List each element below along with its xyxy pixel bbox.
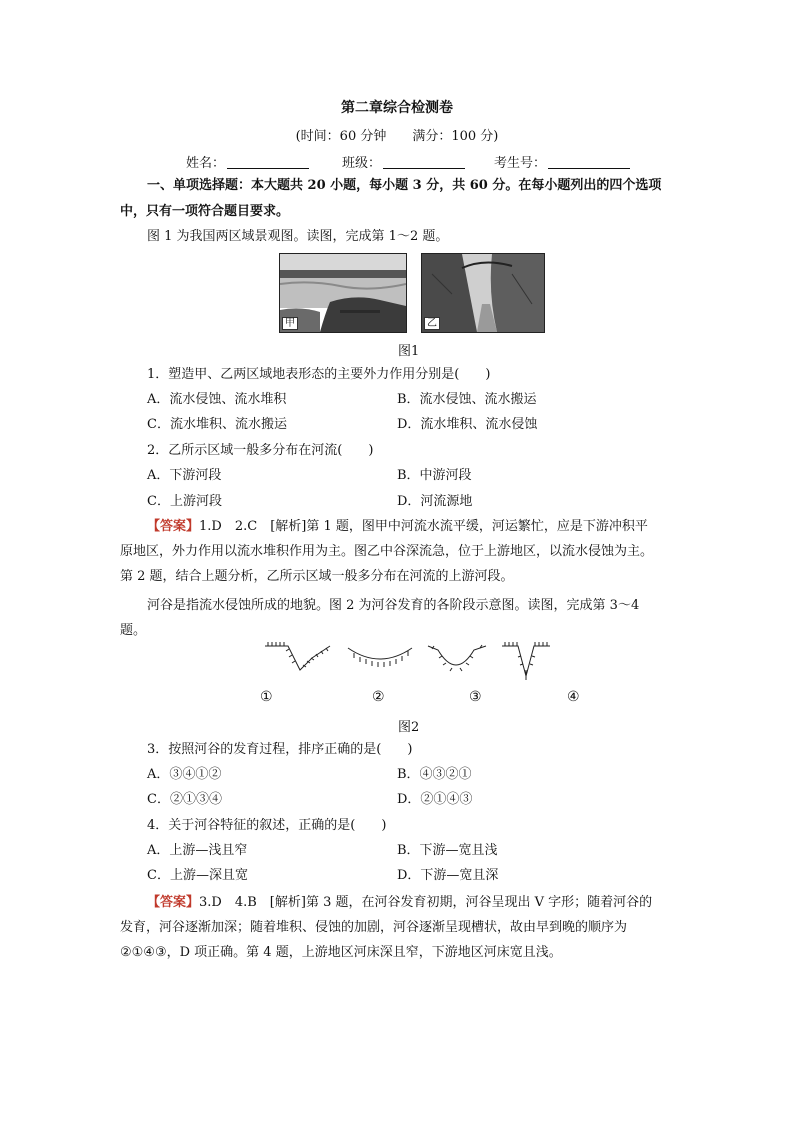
answer-2-line3: ②①④③，D 项正确。第 4 题，上游地区河床深且窄，下游地区河床宽且浅。: [120, 945, 562, 960]
exam-number-field[interactable]: [494, 152, 630, 171]
answer-1-line1: [147, 518, 648, 536]
class-blank[interactable]: [383, 154, 465, 169]
stage-label-1: ①: [260, 689, 273, 705]
figure2-intro-line2: 题。: [120, 623, 147, 638]
question-1-option-a[interactable]: A．流水侵蚀、流水堆积: [147, 392, 287, 407]
answer-2-line1: [147, 894, 652, 912]
question-4-stem: 4．关于河谷特征的叙述，正确的是( ): [147, 818, 387, 833]
name-blank[interactable]: [227, 154, 309, 169]
question-3-option-b[interactable]: B．④③②①: [397, 767, 472, 782]
question-1-option-d[interactable]: D．流水堆积、流水侵蚀: [397, 417, 538, 432]
question-3-option-d[interactable]: D．②①④③: [397, 792, 473, 807]
class-field[interactable]: [342, 152, 465, 171]
stage-label-2: ②: [372, 689, 385, 705]
figure1-intro: 图 1 为我国两区域景观图。读图，完成第 1～2 题。: [147, 229, 449, 244]
answer-2-line2: 发育，河谷逐渐加深；随着堆积、侵蚀的加剧，河谷逐渐呈现槽状，故由早到晚的顺序为: [120, 920, 628, 935]
exam-time-score: (时间：60 分钟 满分：100 分): [295, 129, 499, 144]
question-4-option-a[interactable]: A．上游—浅且窄: [147, 843, 248, 858]
question-2-stem: 2．乙所示区域一般多分布在河流( ): [147, 443, 374, 458]
question-2-option-c[interactable]: C．上游河段: [147, 494, 222, 509]
question-2-option-d[interactable]: D．河流源地: [397, 494, 473, 509]
name-field[interactable]: [186, 152, 309, 171]
page-title: 第二章综合检测卷: [341, 100, 453, 116]
question-1-option-b[interactable]: B．流水侵蚀、流水搬运: [397, 392, 537, 407]
question-2-option-b[interactable]: B．中游河段: [397, 468, 472, 483]
question-1-stem: 1．塑造甲、乙两区域地表形态的主要外力作用分别是( ): [147, 367, 491, 382]
landscape-photo-yi: [421, 253, 545, 333]
photo-label-yi: 乙: [424, 317, 440, 330]
question-1-option-c[interactable]: C．流水堆积、流水搬运: [147, 417, 287, 432]
figure2-caption: 图2: [398, 720, 420, 735]
figure1-caption: 图1: [398, 344, 420, 359]
class-label: 班级：: [342, 156, 382, 171]
answer-tag: 【答案】: [147, 895, 200, 910]
section-instructions-line2: 中，只有一项符合题目要求。: [120, 204, 290, 219]
question-3-stem: 3．按照河谷的发育过程，排序正确的是( ): [147, 742, 413, 757]
question-2-option-a[interactable]: A．下游河段: [147, 468, 222, 483]
question-4-option-c[interactable]: C．上游—深且宽: [147, 868, 248, 883]
stage-label-4: ④: [567, 689, 580, 705]
figure2-intro-line1: 河谷是指流水侵蚀所成的地貌。图 2 为河谷发育的各阶段示意图。读图，完成第 3～4: [147, 598, 640, 613]
question-4-option-b[interactable]: B．下游—宽且浅: [397, 843, 498, 858]
photo-label-jia: 甲: [282, 317, 298, 330]
stage-label-3: ③: [469, 689, 482, 705]
answer-1-line3: 第 2 题，结合上题分析，乙所示区域一般多分布在河流的上游河段。: [120, 569, 514, 584]
gorge-image: [422, 254, 544, 332]
question-3-option-c[interactable]: C．②①③④: [147, 792, 222, 807]
river-plain-image: [280, 254, 406, 332]
valley-profiles-diagram: [260, 640, 560, 690]
exam-number-blank[interactable]: [548, 154, 630, 169]
exam-number-label: 考生号：: [494, 156, 547, 171]
name-label: 姓名：: [186, 156, 226, 171]
question-3-option-a[interactable]: A．③④①②: [147, 767, 222, 782]
answer-tag: 【答案】: [147, 519, 200, 534]
landscape-photo-jia: [279, 253, 407, 333]
answer-2-text: 3.D 4.B [解析]第 3 题，在河谷发育初期，河谷呈现出 V 字形；随着河谷的: [199, 895, 653, 910]
answer-1-line2: 原地区，外力作用以流水堆积作用为主。图乙中谷深流急，位于上游地区，以流水侵蚀为主。: [120, 544, 654, 559]
question-4-option-d[interactable]: D．下游—宽且深: [397, 868, 499, 883]
section-instructions-line1: 一、单项选择题：本大题共 20 小题，每小题 3 分，共 60 分。在每小题列出的四个选项: [147, 178, 662, 193]
answer-1-text: 1.D 2.C [解析]第 1 题，图甲中河流水流平缓，河运繁忙，应是下游冲积平: [199, 519, 648, 534]
